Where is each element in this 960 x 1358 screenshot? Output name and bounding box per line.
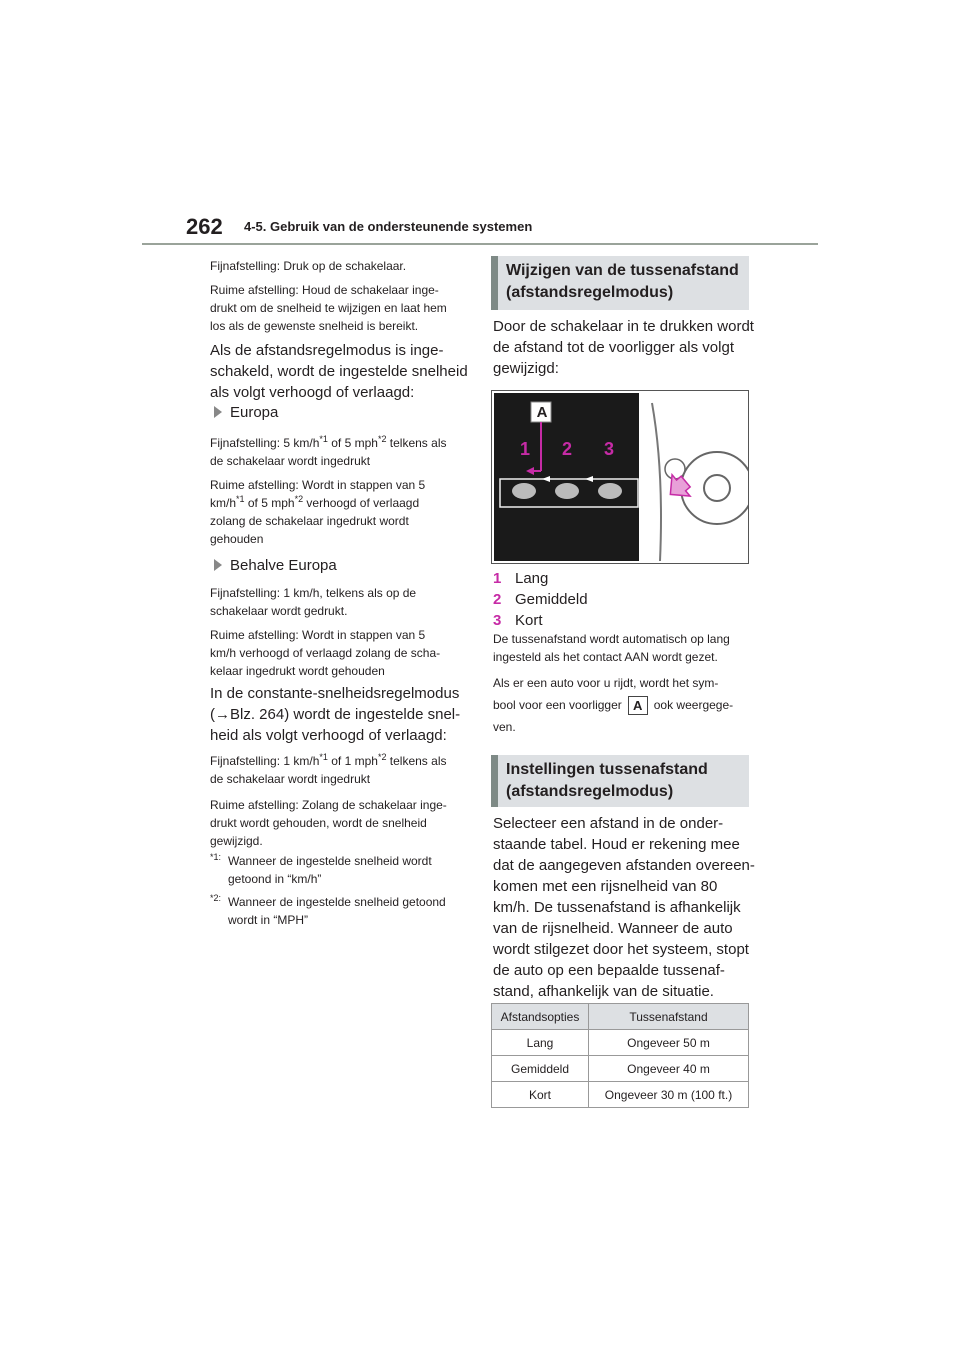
header-rule xyxy=(142,243,818,245)
distance-table xyxy=(491,1003,749,1108)
europa-coarse-text: Ruime afstelling: Wordt in stappen van 5 $km/h^{*1}$ of 5 mph$^{*2}$ verhoogd of verlaagd zolang de schakelaar ingedrukt wordt gehouden xyxy=(210,478,426,546)
list-item: 2 Gemiddeld xyxy=(493,591,588,608)
distance-switch-figure xyxy=(491,390,749,564)
europa-heading: Europa xyxy=(214,404,278,421)
figure-label-1: 1 xyxy=(520,439,531,459)
behalve-coarse-text: Ruime afstelling: Wordt in stappen van 5 km/h verhoogd of verlaagd zolang de scha- kelaar ingedrukt wordt gehouden xyxy=(210,628,441,678)
settings-paragraph: Selecteer een afstand in de onder- staande tabel. Houd er rekening mee dat de aangegeven afstanden overeen- komen met een rijsnelheid van 80 km/h. De tussenafstand is afhankelijk van de rijsnelheid. Wanneer de auto wordt stilgezet door het systeem, stopt de auto op een bepaalde tussenaf- stand, afhankelijk van de situatie. xyxy=(493,815,755,1000)
table-cell: Ongeveer 50 m xyxy=(589,1030,749,1056)
table-cell: Ongeveer 40 m xyxy=(589,1056,749,1082)
preceding-vehicle-note: Als er een auto voor u rijdt, wordt het sym- bool voor een voorligger A ook weergege- ven. xyxy=(493,676,734,734)
behalve-fine-text: Fijnafstelling: 1 km/h, telkens als op de schakelaar wordt gedrukt. xyxy=(210,586,417,618)
section-title: 4-5. Gebruik van de ondersteunende systemen xyxy=(244,219,533,234)
table-cell: Ongeveer 30 m (100 ft.) xyxy=(589,1082,749,1108)
table-header-cell: Tussenafstand xyxy=(589,1004,749,1030)
preceding-vehicle-symbol-icon: A xyxy=(628,696,648,715)
change-distance-text: Door de schakelaar in te drukken wordt de afstand tot de voorligger als volgt gewijzigd: xyxy=(493,318,754,377)
footnote-2: $^{*2:}$ Wanneer de ingestelde snelheid getoond wordt in “MPH” xyxy=(210,893,446,927)
heading-distance-settings: Instellingen tussenafstand (afstandsregelmodus) xyxy=(491,755,749,807)
figure-label-2: 2 xyxy=(562,439,573,459)
fine-adjust-text: Fijnafstelling: Druk op de schakelaar. xyxy=(210,259,407,273)
behalve-europa-heading: Behalve Europa xyxy=(214,557,337,574)
figure-label-3: 3 xyxy=(604,439,615,459)
constant-fine-text: Fijnafstelling: 1 $km/h^{*1}$ of 1 mph$^{*2}$ telkens als de schakelaar wordt ingedrukt xyxy=(210,752,447,786)
europa-fine-text: Fijnafstelling: 5 $km/h^{*1}$ of 5 mph$^{*2}$ telkens als de schakelaar wordt ingedrukt xyxy=(210,434,447,468)
table-header-cell: Afstandsopties xyxy=(492,1004,589,1030)
distance-mode-paragraph: Als de afstandsregelmodus is inge- schakeld, wordt de ingestelde snelheid als volgt verhoogd of verlaagd: xyxy=(210,342,468,401)
list-item: 3 Kort xyxy=(493,612,543,629)
table-row xyxy=(492,1082,749,1108)
page-number: 262 xyxy=(186,214,223,239)
table-row xyxy=(492,1056,749,1082)
heading-change-distance: Wijzigen van de tussenafstand (afstandsregelmodus) xyxy=(491,256,749,310)
constant-speed-paragraph: In de constante-snelheidsregelmodus (→Blz. 264) wordt de ingestelde snel- heid als volgt verhoogd of verlaagd: xyxy=(210,685,461,744)
constant-coarse-text: Ruime afstelling: Zolang de schakelaar inge- drukt wordt gehouden, wordt de snelheid gewijzigd. xyxy=(210,798,447,848)
auto-long-note: De tussenafstand wordt automatisch op lang ingesteld als het contact AAN wordt gezet. xyxy=(493,632,730,664)
list-item: 1 Lang xyxy=(493,570,549,587)
table-row xyxy=(492,1030,749,1056)
triangle-bullet-icon xyxy=(214,406,222,418)
table-cell: Lang xyxy=(492,1030,589,1056)
table-cell: Kort xyxy=(492,1082,589,1108)
footnote-1: $^{*1:}$ Wanneer de ingestelde snelheid wordt getoond in “km/h” xyxy=(210,852,432,886)
table-header-row xyxy=(492,1004,749,1030)
coarse-adjust-text: Ruime afstelling: Houd de schakelaar inge- drukt om de snelheid te wijzigen en laat hem los als de gewenste snelheid is bereikt. xyxy=(210,283,447,333)
table-cell: Gemiddeld xyxy=(492,1056,589,1082)
distance-options-list xyxy=(493,568,588,631)
triangle-bullet-icon xyxy=(214,559,222,571)
figure-label-a: A xyxy=(536,404,548,421)
